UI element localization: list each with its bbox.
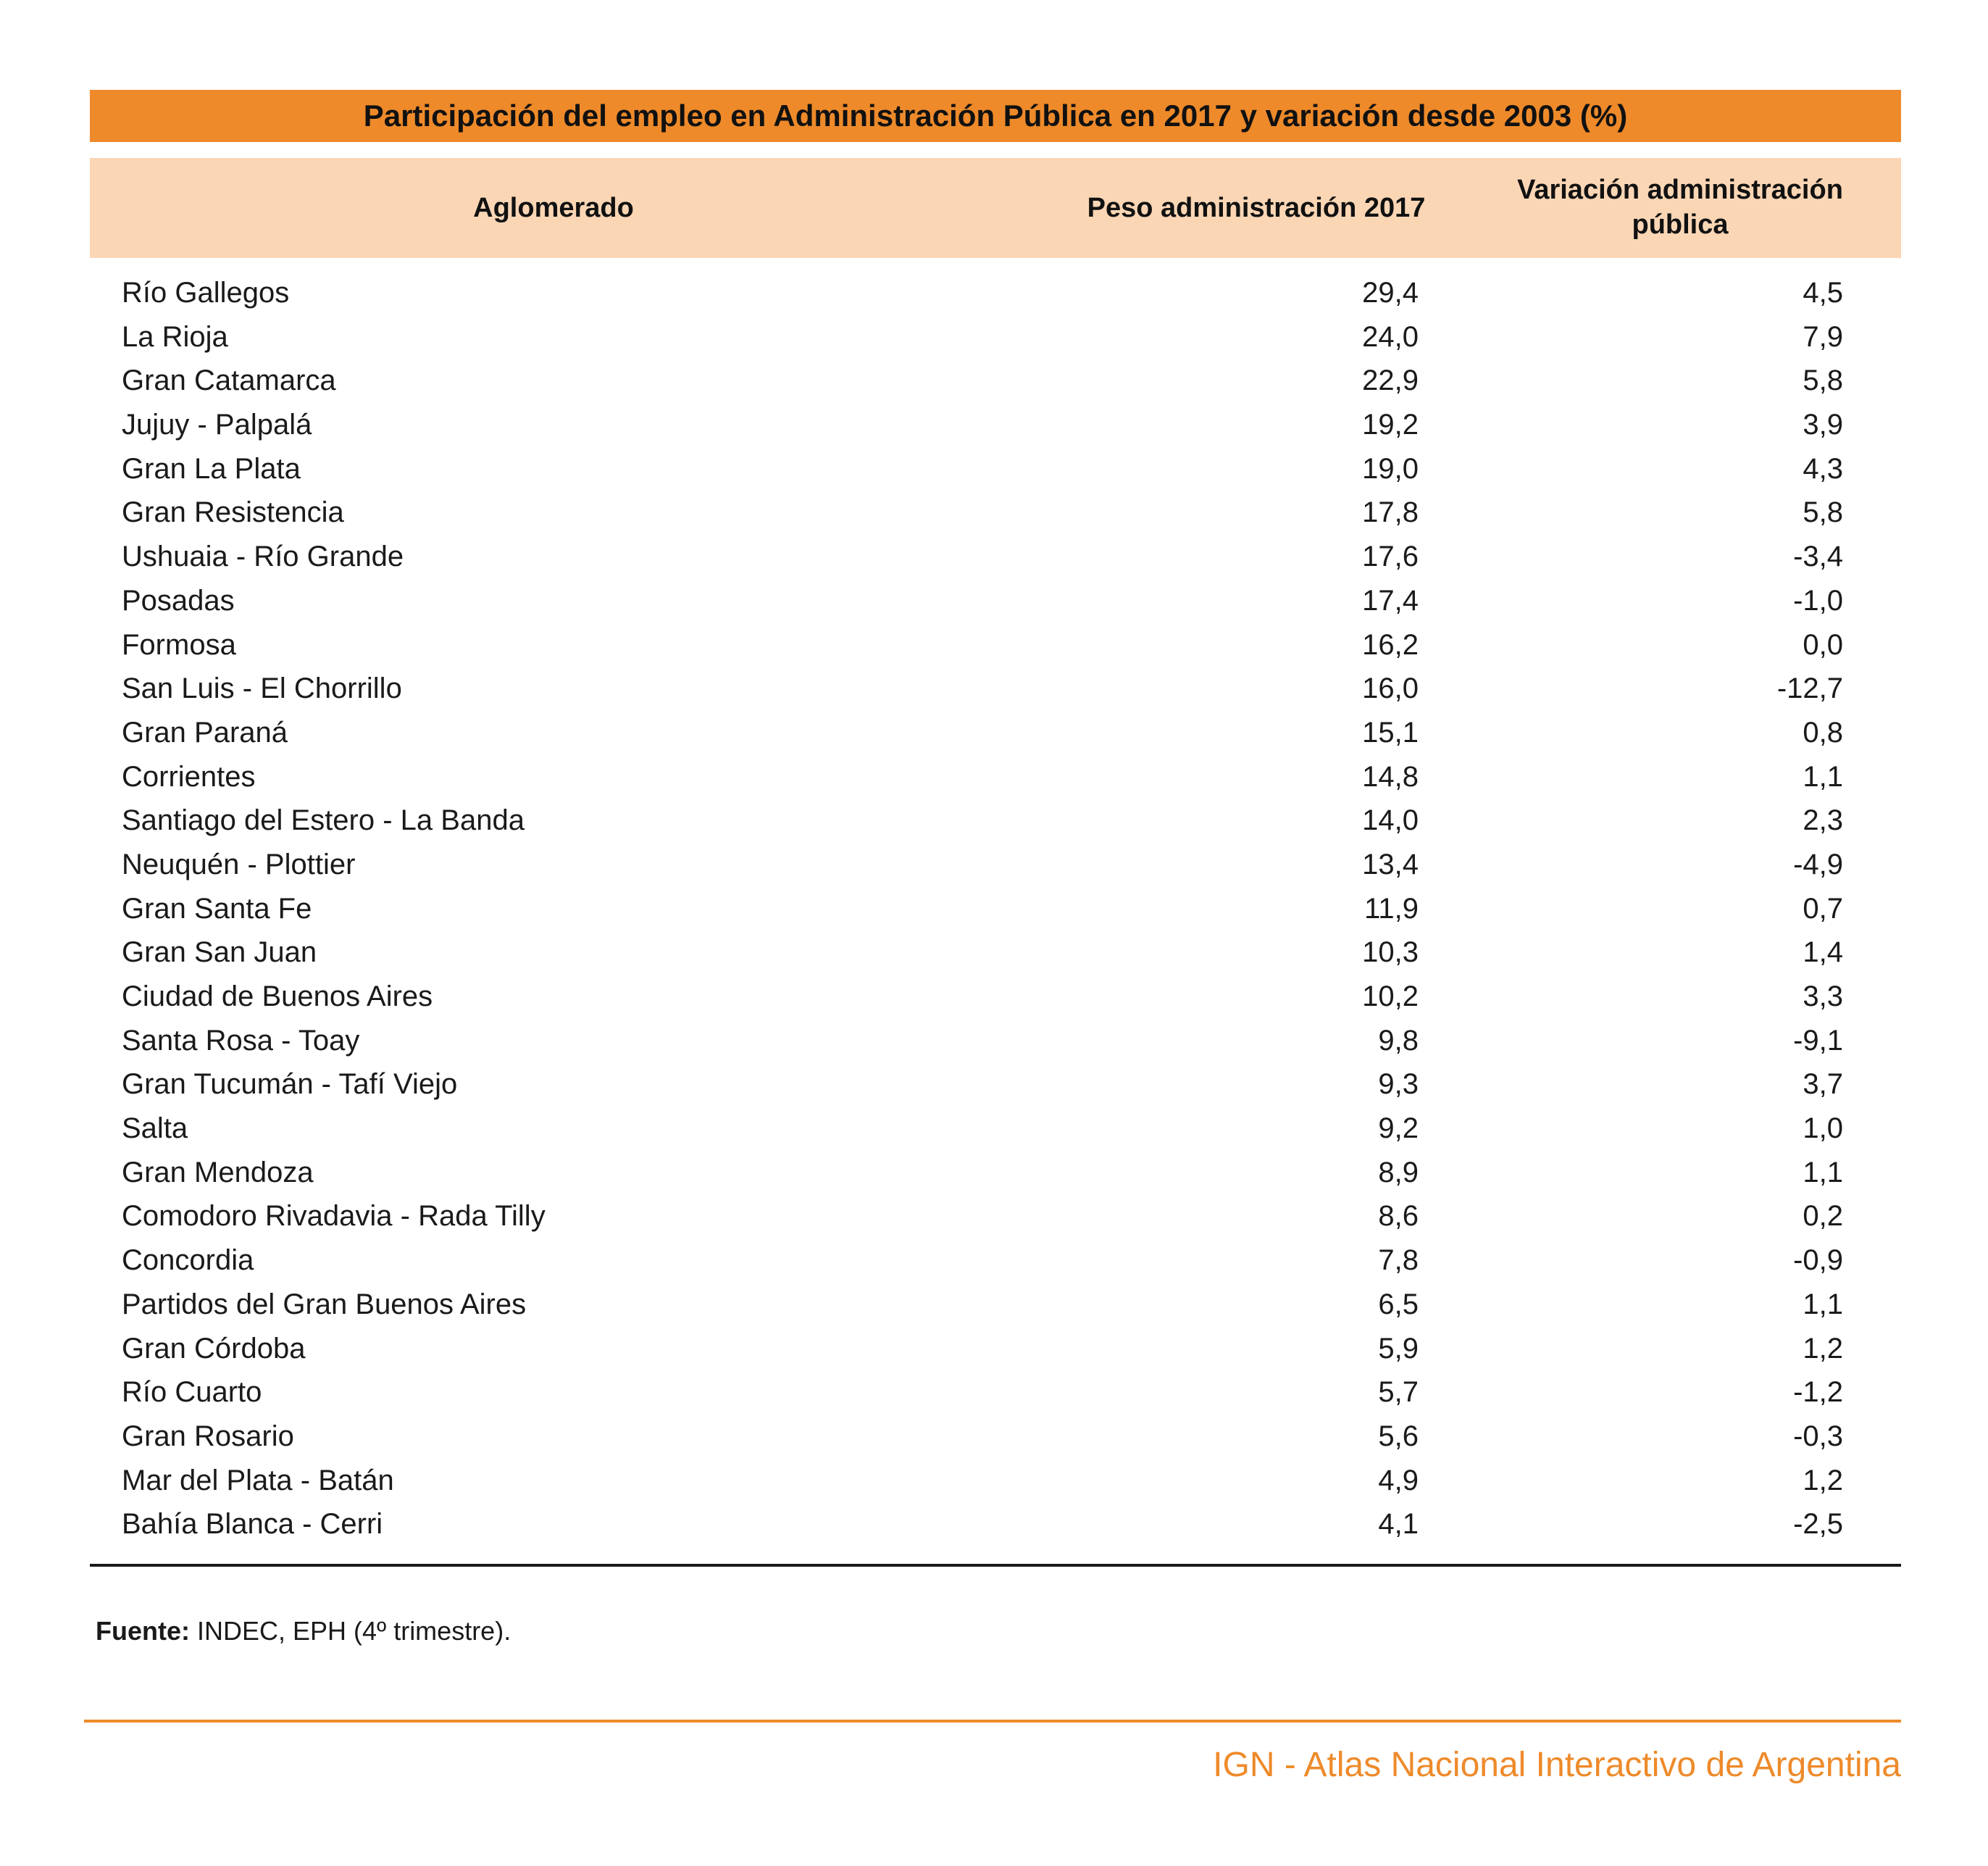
table-row bbox=[90, 1415, 1901, 1459]
table-row bbox=[90, 271, 1901, 315]
cell-variacion: 1,1 bbox=[1803, 1288, 1843, 1320]
cell-peso: 16,0 bbox=[1362, 672, 1419, 705]
cell-variacion: 5,8 bbox=[1803, 496, 1843, 529]
cell-variacion: -3,4 bbox=[1793, 541, 1843, 573]
cell-variacion: 0,0 bbox=[1803, 628, 1843, 661]
cell-aglomerado: Ushuaia - Río Grande bbox=[122, 541, 404, 573]
table-row bbox=[90, 1283, 1901, 1327]
table-row bbox=[90, 1107, 1901, 1151]
table-title: Participación del empleo en Administración Pública en 2017 y variación desde 2003 (%) bbox=[363, 99, 1628, 133]
table-body bbox=[90, 271, 1901, 1546]
cell-variacion: 3,9 bbox=[1803, 409, 1843, 441]
cell-peso: 22,9 bbox=[1362, 365, 1419, 397]
table-row bbox=[90, 315, 1901, 359]
cell-aglomerado: Santa Rosa - Toay bbox=[122, 1024, 360, 1057]
cell-variacion: 4,5 bbox=[1803, 277, 1843, 309]
cell-aglomerado: Neuquén - Plottier bbox=[122, 848, 356, 880]
source-text: INDEC, EPH (4º trimestre). bbox=[190, 1616, 511, 1646]
cell-variacion: 0,2 bbox=[1803, 1200, 1843, 1233]
footer-rule bbox=[84, 1720, 1901, 1723]
column-header-variacion-line1: Variación administración bbox=[1517, 175, 1843, 205]
cell-peso: 29,4 bbox=[1362, 277, 1419, 309]
cell-variacion: 1,1 bbox=[1803, 760, 1843, 793]
cell-aglomerado: Gran Catamarca bbox=[122, 365, 336, 397]
table-row bbox=[90, 887, 1901, 931]
cell-aglomerado: Gran Córdoba bbox=[122, 1332, 306, 1365]
table-row bbox=[90, 1151, 1901, 1195]
cell-aglomerado: Gran Rosario bbox=[122, 1420, 294, 1452]
cell-variacion: 1,2 bbox=[1803, 1464, 1843, 1496]
table-row bbox=[90, 975, 1901, 1019]
table-row bbox=[90, 491, 1901, 535]
table-row bbox=[90, 623, 1901, 667]
table-row bbox=[90, 711, 1901, 755]
table-row bbox=[90, 1194, 1901, 1238]
cell-peso: 5,6 bbox=[1378, 1420, 1419, 1452]
cell-peso: 14,0 bbox=[1362, 804, 1419, 837]
cell-peso: 5,9 bbox=[1378, 1332, 1419, 1365]
table-row bbox=[90, 447, 1901, 491]
column-header-peso: Peso administración 2017 bbox=[1087, 193, 1426, 223]
cell-aglomerado: Bahía Blanca - Cerri bbox=[122, 1508, 383, 1541]
cell-aglomerado: Río Gallegos bbox=[122, 277, 290, 309]
cell-aglomerado: Gran Santa Fe bbox=[122, 892, 312, 925]
cell-peso: 19,0 bbox=[1362, 452, 1419, 485]
table-row bbox=[90, 930, 1901, 975]
cell-aglomerado: Corrientes bbox=[122, 760, 256, 793]
cell-aglomerado: Jujuy - Palpalá bbox=[122, 409, 312, 441]
table-row bbox=[90, 1459, 1901, 1503]
cell-peso: 24,0 bbox=[1362, 320, 1419, 353]
cell-peso: 5,7 bbox=[1378, 1376, 1419, 1409]
source-label: Fuente: bbox=[96, 1616, 190, 1646]
cell-aglomerado: San Luis - El Chorrillo bbox=[122, 672, 402, 705]
cell-variacion: -12,7 bbox=[1776, 672, 1843, 705]
cell-peso: 15,1 bbox=[1362, 716, 1419, 749]
cell-aglomerado: Partidos del Gran Buenos Aires bbox=[122, 1288, 527, 1320]
column-header-aglomerado: Aglomerado bbox=[473, 193, 634, 223]
cell-peso: 8,9 bbox=[1378, 1156, 1419, 1188]
cell-variacion: -1,0 bbox=[1793, 584, 1843, 617]
cell-aglomerado: Comodoro Rivadavia - Rada Tilly bbox=[122, 1200, 546, 1233]
cell-variacion: 2,3 bbox=[1803, 804, 1843, 837]
table-row bbox=[90, 579, 1901, 623]
cell-variacion: -1,2 bbox=[1793, 1376, 1843, 1409]
cell-aglomerado: Salta bbox=[122, 1112, 188, 1145]
table-row bbox=[90, 1370, 1901, 1415]
table-row bbox=[90, 1238, 1901, 1283]
table-row bbox=[90, 1062, 1901, 1107]
cell-variacion: 7,9 bbox=[1803, 320, 1843, 353]
table-row bbox=[90, 1327, 1901, 1371]
table-bottom-rule bbox=[90, 1564, 1901, 1567]
cell-variacion: -0,3 bbox=[1793, 1420, 1843, 1452]
table-row bbox=[90, 1502, 1901, 1546]
cell-aglomerado: Santiago del Estero - La Banda bbox=[122, 804, 525, 837]
cell-peso: 11,9 bbox=[1364, 892, 1419, 925]
cell-variacion: 1,0 bbox=[1803, 1112, 1843, 1145]
cell-variacion: -9,1 bbox=[1793, 1024, 1843, 1057]
cell-aglomerado: Posadas bbox=[122, 584, 235, 617]
cell-peso: 13,4 bbox=[1362, 848, 1419, 880]
cell-aglomerado: Concordia bbox=[122, 1244, 254, 1277]
cell-variacion: 4,3 bbox=[1803, 452, 1843, 485]
cell-peso: 19,2 bbox=[1362, 409, 1419, 441]
cell-variacion: 3,7 bbox=[1803, 1068, 1843, 1101]
table-row bbox=[90, 799, 1901, 843]
cell-peso: 17,6 bbox=[1362, 541, 1419, 573]
cell-aglomerado: Río Cuarto bbox=[122, 1376, 262, 1409]
cell-aglomerado: Gran Resistencia bbox=[122, 496, 344, 529]
cell-aglomerado: Gran Mendoza bbox=[122, 1156, 314, 1188]
cell-peso: 6,5 bbox=[1378, 1288, 1419, 1320]
cell-variacion: 5,8 bbox=[1803, 365, 1843, 397]
cell-aglomerado: Gran San Juan bbox=[122, 936, 317, 969]
cell-variacion: 1,1 bbox=[1803, 1156, 1843, 1188]
cell-peso: 9,3 bbox=[1378, 1068, 1419, 1101]
cell-variacion: 0,8 bbox=[1803, 716, 1843, 749]
cell-variacion: 1,4 bbox=[1803, 936, 1843, 969]
table-title-bar bbox=[90, 90, 1901, 142]
footer-credit: IGN - Atlas Nacional Interactivo de Argentina bbox=[1213, 1746, 1901, 1784]
cell-aglomerado: Gran La Plata bbox=[122, 452, 301, 485]
cell-aglomerado: La Rioja bbox=[122, 320, 228, 353]
cell-peso: 9,8 bbox=[1378, 1024, 1419, 1057]
table-row bbox=[90, 403, 1901, 447]
cell-peso: 4,1 bbox=[1378, 1508, 1419, 1541]
source-note bbox=[96, 1616, 511, 1646]
column-header-variacion bbox=[1459, 172, 1901, 242]
cell-aglomerado: Gran Tucumán - Tafí Viejo bbox=[122, 1068, 458, 1101]
cell-peso: 9,2 bbox=[1378, 1112, 1419, 1145]
table-row bbox=[90, 535, 1901, 579]
cell-peso: 17,4 bbox=[1362, 584, 1419, 617]
cell-peso: 8,6 bbox=[1378, 1200, 1419, 1233]
cell-peso: 10,2 bbox=[1362, 980, 1419, 1012]
table-row bbox=[90, 843, 1901, 887]
cell-peso: 14,8 bbox=[1362, 760, 1419, 793]
table-row bbox=[90, 755, 1901, 799]
cell-variacion: -0,9 bbox=[1793, 1244, 1843, 1277]
cell-variacion: -4,9 bbox=[1793, 848, 1843, 880]
cell-variacion: -2,5 bbox=[1793, 1508, 1843, 1541]
cell-peso: 4,9 bbox=[1378, 1464, 1419, 1496]
table-header bbox=[90, 158, 1901, 258]
cell-variacion: 1,2 bbox=[1803, 1332, 1843, 1365]
table-row bbox=[90, 1019, 1901, 1063]
cell-peso: 16,2 bbox=[1362, 628, 1419, 661]
column-header-variacion-line2: pública bbox=[1632, 209, 1729, 240]
cell-peso: 10,3 bbox=[1362, 936, 1419, 969]
table-row bbox=[90, 667, 1901, 711]
cell-aglomerado: Formosa bbox=[122, 628, 236, 661]
cell-variacion: 3,3 bbox=[1803, 980, 1843, 1012]
cell-peso: 7,8 bbox=[1378, 1244, 1419, 1277]
cell-aglomerado: Ciudad de Buenos Aires bbox=[122, 980, 433, 1012]
cell-aglomerado: Mar del Plata - Batán bbox=[122, 1464, 394, 1496]
cell-peso: 17,8 bbox=[1362, 496, 1419, 529]
table-row bbox=[90, 359, 1901, 403]
cell-variacion: 0,7 bbox=[1803, 892, 1843, 925]
cell-aglomerado: Gran Paraná bbox=[122, 716, 288, 749]
